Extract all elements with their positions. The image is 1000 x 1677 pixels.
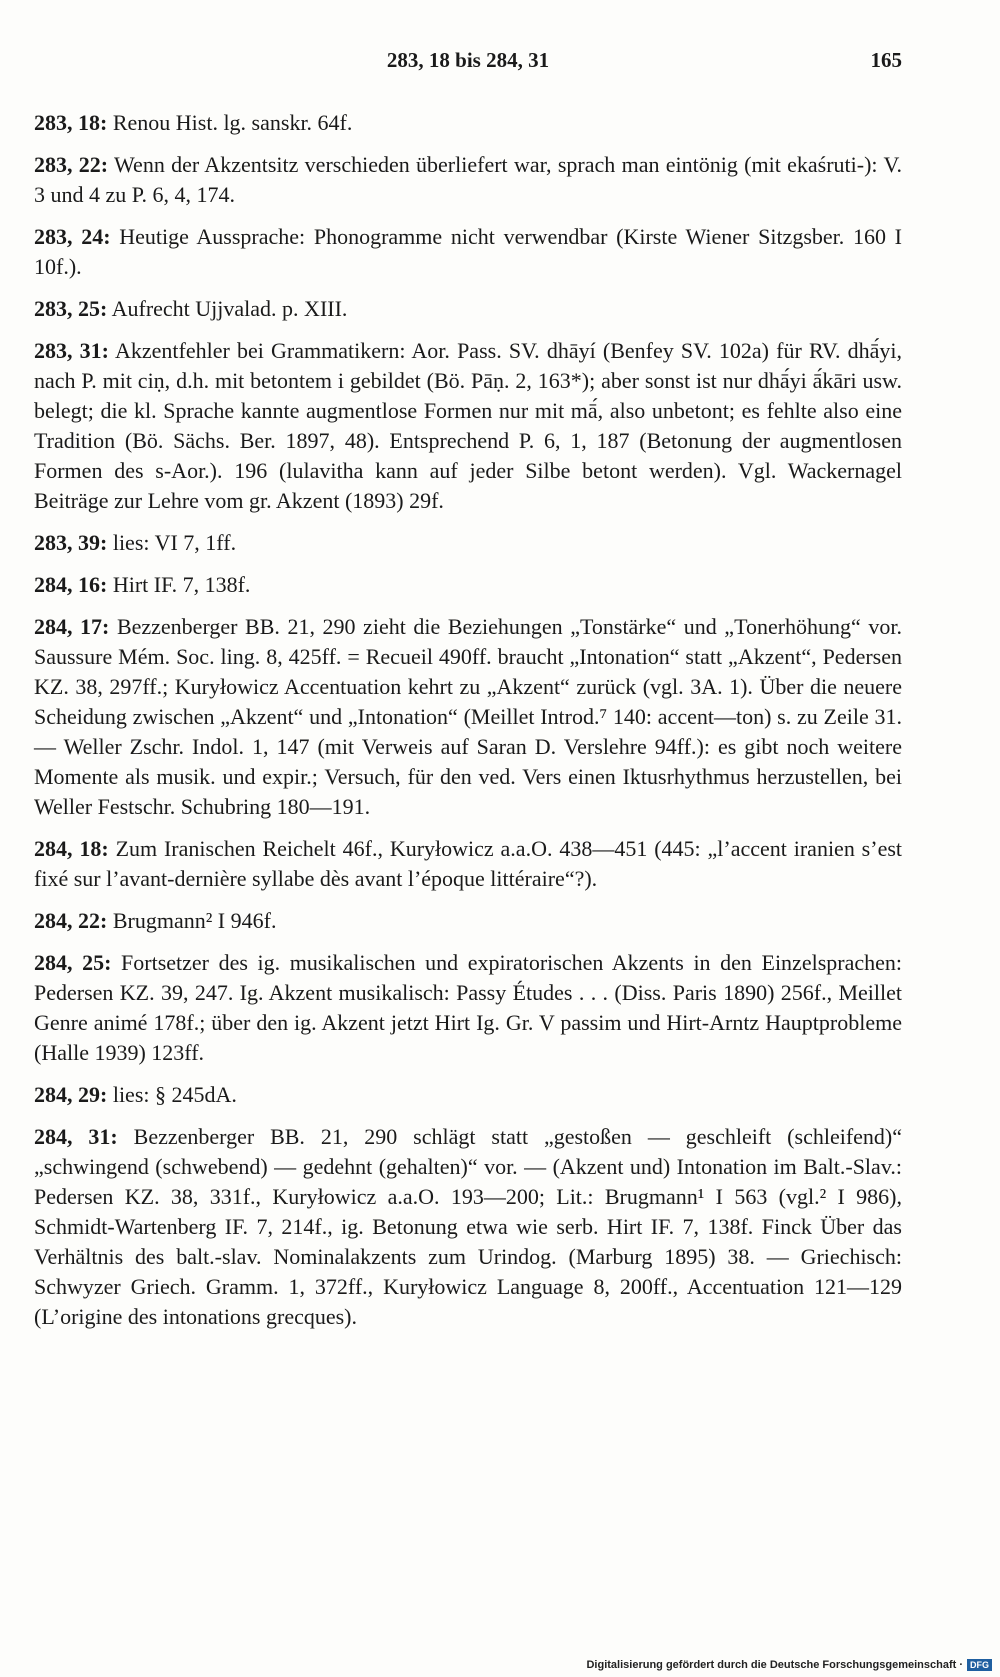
note-entry [34,222,902,282]
note-ref: 284, 25: [34,950,112,975]
note-entry [34,1122,902,1332]
note-ref: 283, 22: [34,152,109,177]
note-ref: 283, 24: [34,224,111,249]
note-entry [34,948,902,1068]
note-text: Renou Hist. lg. sanskr. 64f. [107,110,353,135]
dfg-logo: DFG [967,1659,992,1671]
note-ref: 284, 29: [34,1082,108,1107]
note-entry [34,528,902,558]
note-entry [34,612,902,822]
note-text: Zum Iranischen Reichelt 46f., Kuryłowicz a.a.O. 438—451 (445: „l’accent iranien s’est fixé sur l’avant-dernière syllabe dès avant l’époque littéraire“?). [34,836,903,891]
page-header [34,48,902,78]
note-entry [34,906,902,936]
note-ref: 283, 25: [34,296,108,321]
note-ref: 284, 31: [34,1124,118,1149]
note-entry [34,108,902,138]
running-title: 283, 18 bis 284, 31 [386,48,550,72]
note-entry [34,834,902,894]
note-ref: 283, 31: [34,338,110,363]
note-text: Brugmann² I 946f. [107,908,277,933]
note-text: Heutige Aussprache: Phonogramme nicht verwendbar (Kirste Wiener Sitzgsber. 160 I 10f.). [34,224,903,279]
note-entry [34,150,902,210]
note-text: Hirt IF. 7, 138f. [107,572,251,597]
note-ref: 284, 22: [34,908,108,933]
note-text: Bezzenberger BB. 21, 290 schlägt statt „gestoßen — geschleift (schleifend)“ „schwingend (schwebend) — gedehnt (gehalten)“ vor. — (Akzent und) Intonation im Balt.-Slav.: Pedersen KZ. 38, 331f., Kuryłowicz a.a.O. 193—200; Lit.: Brugmann¹ I 563 (vgl.² I 986), Schmidt-Wartenberg IF. 7, 214f., ig. Betonung etwa wie serb. Hirt IF. 7, 138f. Finck Über das Verhältnis des balt.-slav. Nominalakzents zum Urindog. (Marburg 1895) 38. — Griechisch: Schwyzer Griech. Gramm. 1, 372ff., Kuryłowicz Language 8, 200ff., Accentuation 121—129 (L’origine des intonations grecques). [34,1124,903,1329]
notes-body [34,108,902,1344]
note-text: Bezzenberger BB. 21, 290 zieht die Beziehungen „Tonstärke“ und „Tonerhöhung“ vor. Saussure Mém. Soc. ling. 8, 425ff. = Recueil 490ff. braucht „Intonation“ statt „Akzent“, Pedersen KZ. 38, 297ff.; Kuryłowicz Accentuation kehrt zu „Akzent“ zurück (vgl. 3A. 1). Über die neuere Scheidung zwischen „Akzent“ und „Intonation“ (Meillet Introd.⁷ 140: accent—ton) s. zu Zeile 31. — Weller Zschr. Indol. 1, 147 (mit Verweis auf Saran D. Verslehre 94ff.): es gibt noch weitere Momente als musik. und expir.; Versuch, für den ved. Vers einen Iktusrhythmus herzustellen, bei Weller Festschr. Schubring 180—191. [34,614,902,819]
note-ref: 284, 18: [34,836,109,861]
note-text: Akzentfehler bei Grammatikern: Aor. Pass. SV. dhāyí (Benfey SV. 102a) für RV. dhā́yi, nach P. mit ciṇ, d.h. mit betontem i gebildet (Bö. Pāṇ. 2, 163*); aber sonst ist nur dhā́yi ā́kāri usw. belegt; die kl. Sprache kannte augmentlose Formen nur mit mā́, also unbetont; es fehlte also eine Tradition (Bö. Sächs. Ber. 1897, 48). Entsprechend P. 6, 1, 187 (Betonung der augmentlosen Formen des s-Aor.). 196 (lulavitha kann auf jeder Silbe betont werden). Vgl. Wackernagel Beiträge zur Lehre vom gr. Akzent (1893) 29f. [34,338,903,513]
note-entry [34,294,902,324]
note-entry [34,336,902,516]
note-entry [34,570,902,600]
note-ref: 284, 17: [34,614,110,639]
note-ref: 283, 39: [34,530,108,555]
digitization-credit [586,1659,992,1671]
note-text: Fortsetzer des ig. musikalischen und expiratorischen Akzents in den Einzelsprachen: Pedersen KZ. 39, 247. Ig. Akzent musikalisch: Passy Études . . . (Diss. Paris 1890) 256f., Meillet Genre animé 178f.; über den ig. Akzent jetzt Hirt Ig. Gr. V passim und Hirt-Arntz Hauptprobleme (Halle 1939) 123ff. [34,950,902,1065]
credit-text: Digitalisierung gefördert durch die Deutsche Forschungsgemeinschaft · [586,1659,963,1671]
note-ref: 284, 16: [34,572,108,597]
note-ref: 283, 18: [34,110,108,135]
note-entry [34,1080,902,1110]
note-text: lies: VI 7, 1ff. [107,530,237,555]
note-text: Aufrecht Ujjvalad. p. XIII. [107,296,348,321]
note-text: Wenn der Akzentsitz verschieden überliefert war, sprach man eintönig (mit ekaśruti-): V. 3 und 4 zu P. 6, 4, 174. [34,152,903,207]
note-text: lies: § 245dA. [107,1082,237,1107]
page-number: 165 [870,48,902,72]
